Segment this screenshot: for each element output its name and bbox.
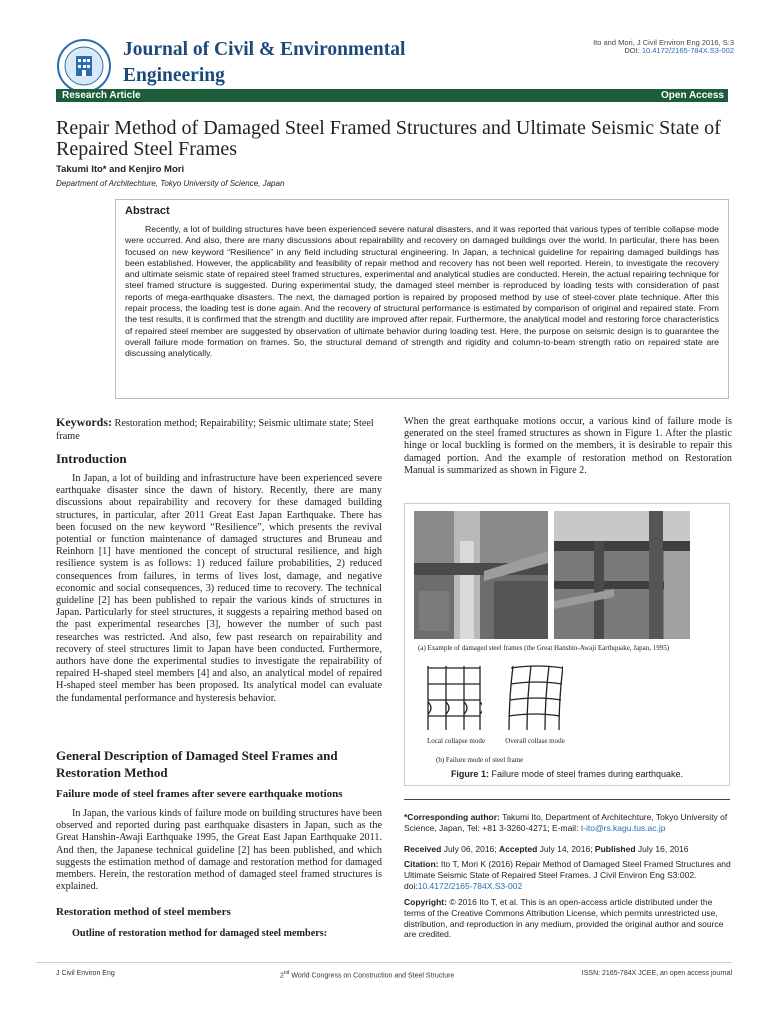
abstract-heading: Abstract [125, 205, 170, 217]
footer-issn: ISSN: 2165-784X JCEE, an open access journal [581, 970, 732, 977]
doi-link[interactable]: 10.4172/2165-784X.S3-002 [641, 46, 734, 55]
article-dates: Received July 06, 2016; Accepted July 14, 2016; Published July 16, 2016 [404, 844, 689, 854]
introduction-text: In Japan, a lot of building and infrastructure have been experienced severe earthquake disaster since the dawn of history. Recently, there are many discussions about repairability and recovery for these damaged building structures, in particular, after 2011 Great East Japan Earthquake. There has been focused on the new keyword “Resilience”, which presents the revival potential or function maintenance of damaged structures and Bruneau and Reinhorn [1] have mentioned the concept of structural resilience, and high resilience system is as follows: 1) reduced failure probabilities, 2) reduced consequences from failures, in terms of lives lost, damage, and negative economic and social consequences, 3) reduced time to recovery. The technical guideline [2] has been published to repair the various kinds of structures in Japan. Particularly for steel structures, it suggests a repairing method based on the past experimental researches [3], however the number of such past researches was restricted. And also, few past research on repairability and recovery of steel structures limit to Japan have been conducted. Furthermore, authors have done the experimental studies to investigate the repairability of repaired H-shaped steel members [4] and also, an analytical model of repaired H-shaped steel member has been proposed. Its analytical model can evaluate the fundamental performance and hysteresis behavior. [56, 473, 382, 704]
footer-congress: 2nd World Congress on Construction and Steel Structure [280, 970, 455, 980]
doi-line: DOI: 10.4172/2165-784X.S3-002 [624, 46, 734, 55]
introduction-heading: Introduction [56, 451, 127, 466]
figure-caption-b: (b) Failure mode of steel frame [436, 756, 524, 764]
copyright: Copyright: © 2016 Ito T, et al. This is an open-access article distributed under the terms of the Creative Commons Attribution License, which permits unrestricted use, distribution, and reproduction in any medium, provided the original author and source are credited. [404, 897, 724, 940]
damaged-frame-photo-1 [414, 511, 548, 639]
affiliation: Department of Architechture, Tokyo University of Science, Japan [56, 179, 285, 188]
local-collapse-label: Local collapse mode [427, 737, 485, 745]
figure-caption: Figure 1: Failure mode of steel frames during earthquake. [450, 769, 684, 779]
citation-doi-link[interactable]: 10.4172/2165-784X.S3-002 [417, 880, 523, 891]
journal-title: Journal of Civil & Environmental Engineering [123, 39, 406, 86]
overall-collapse-diagram [507, 662, 563, 732]
citation-line: Ito and Mori, J Civil Environ Eng 2016, S:3 [593, 38, 734, 47]
article-type-label: Research Article [62, 90, 141, 101]
failure-mode-heading: Failure mode of steel frames after severe earthquake motions [56, 788, 343, 800]
email-link[interactable]: t-ito@rs.kagu.tus.ac.jp [580, 822, 666, 833]
citation-info: Citation: Ito T, Mori K (2016) Repair Method of Damaged Steel Framed Structures and Ultimate Seismic State of Repaired Steel Frames. J Civil Environ Eng S3:002. doi:10.4172/2165-784X.S3-002 [404, 859, 731, 891]
overall-collapse-label: Overall collase mode [505, 737, 565, 745]
open-access-label: Open Access [661, 90, 724, 101]
general-description-heading: General Description of Damaged Steel Frames and Restoration Method [56, 748, 338, 780]
keywords: Keywords: Restoration method; Repairability; Seismic ultimate state; Steel frame [56, 415, 374, 442]
keywords-label: Keywords: [56, 415, 112, 429]
right-column-text: When the great earthquake motions occur, a various kind of failure mode is generated on the steel framed structures as shown in Figure 1. After the plastic hinge or local buckling is formed on the members, it is desirable to repair this damaged portion. And the example of restoration method on Restoration Manual is summarized as shown in Figure 2. [404, 416, 732, 476]
divider [404, 799, 730, 800]
outline-text: Outline of restoration method for damaged steel members: [72, 928, 328, 939]
damaged-frame-photo-2 [554, 511, 690, 639]
paper-title: Repair Method of Damaged Steel Framed Structures and Ultimate Seismic State of Repaired Steel Frames [56, 117, 721, 160]
journal-logo [56, 38, 112, 94]
corresponding-author: *Corresponding author: Takumi Ito, Department of Architechture, Tokyo University of Science, Japan, Tel: +81 3-3260-4271; E-mail: t-ito@rs.kagu.tus.ac.jp [404, 812, 728, 833]
authors: Takumi Ito* and Kenjiro Mori [56, 164, 185, 175]
failure-mode-text: In Japan, the various kinds of failure mode on building structures have been observed and reported during past earthquake disasters in Japan, such as the Great Hanshin-Awaji Earthquake 1995, the Great East Japan Earthquake 2011. And then, the Japanese technical guideline [2] has been published, and which suggests the estimation method of damage and restoration method for damaged members. Herein, the restoration method of damaged steel framed structures is explained. [56, 808, 382, 893]
figure-caption-a: (a) Example of damaged steel frames (the Great Hanshin-Awaji Earthquake, Japan, 1995) [418, 644, 670, 652]
abstract-text: Recently, a lot of building structures have been experienced severe natural disasters, and it was reported that various types of terrible collapse mode were occurred. And also, there are many discussions about repairability and recovery on damaged buildings over the world. In particular, there has been focused on new keyword “Resilience” in any field including structural engineering. In Japan, a technical guideline for repairing damaged buildings has been established. However, the applicability and feasibility of repair method and recovery has not been well reported. Herein, to investigate the recovery and ultimate seismic state of repaired steel framed structures, experimental and analytical studies are conducted. Herein, the actual repairing technique for steel framed structure is suggested. During experimental study, the damaged steel member is reproduced by loading tests with consideration of past reports of mega-earthquake disasters. The next, the damaged portion is repaired by proposed method by use of steel-cover plate technique. After this repair process, the loading test is done again. And the recovery of structural performance is estimated by comparison of original and repaired state. From the test results, it is confirmed that the strength and ductility are improved after repair. Furthermore, the analytical model and restoring force characteristics of repaired steel member are suggested by observation of ultimate behavior during loading test. Here, the purpose on seismic design is to guarantee the overall failure mode formation on frames. So, the structural demand of strength and rigidity and column-to-beam strength ratio on repaired state are discussing analytically. [125, 224, 719, 359]
local-collapse-diagram [426, 662, 482, 732]
footer-divider [36, 962, 732, 963]
footer-journal: J Civil Environ Eng [56, 970, 115, 977]
restoration-heading: Restoration method of steel members [56, 906, 231, 918]
